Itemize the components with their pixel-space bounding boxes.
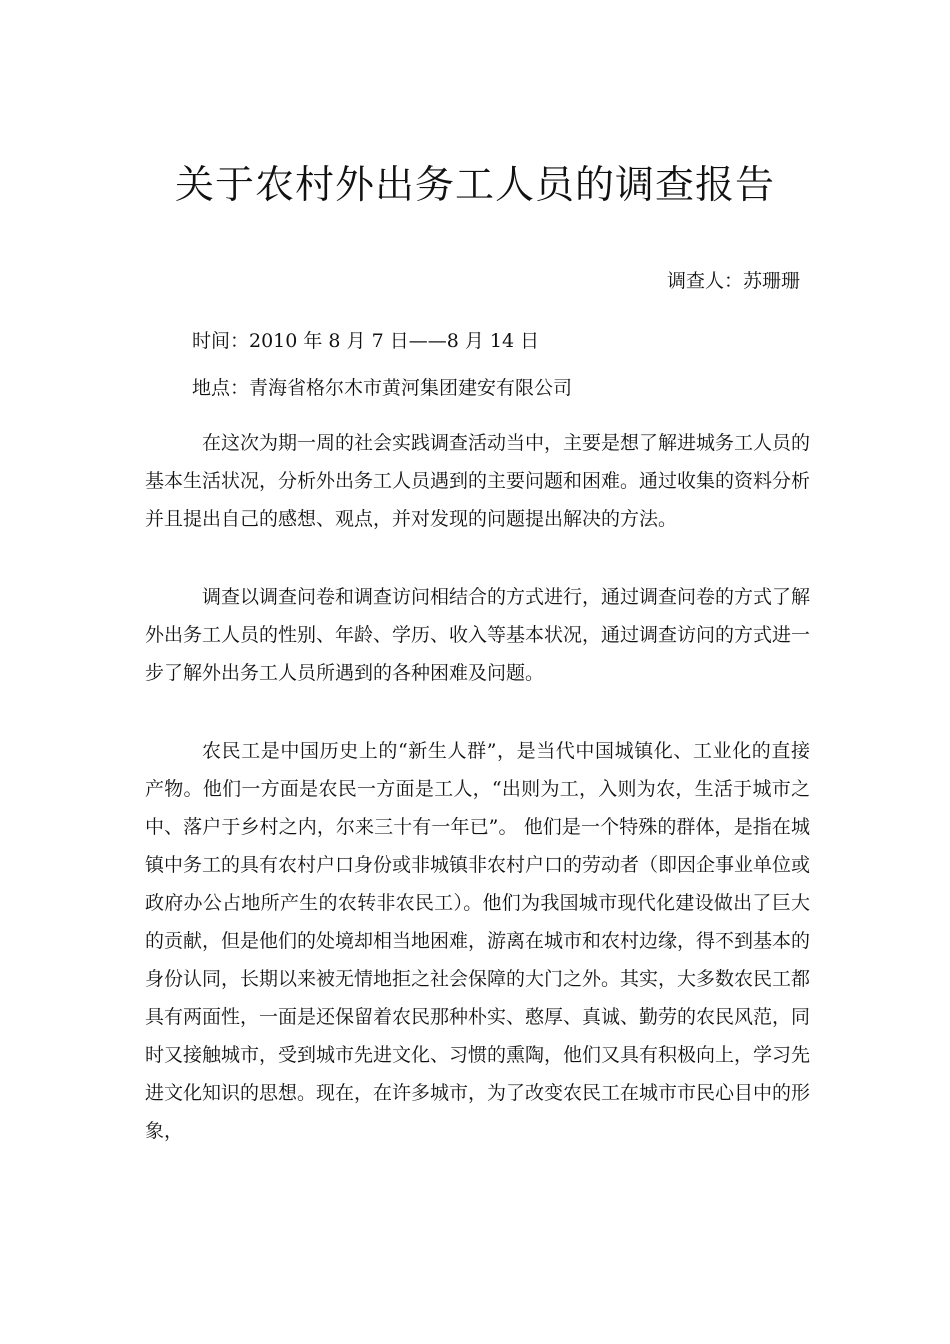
body-paragraph-1: 在这次为期一周的社会实践调查活动当中，主要是想了解进城务工人员的基本生活状况，分析外出务工人员遇到的主要问题和困难。通过收集的资料分析并且提出自己的感想、观点，并对发现的问题提出解决的方法。 (145, 432, 811, 530)
survey-place: 地点：青海省格尔木市黄河集团建安有限公司 (192, 377, 573, 399)
body-paragraph-2: 调查以调查问卷和调查访问相结合的方式进行，通过调查问卷的方式了解外出务工人员的性别、年龄、学历、收入等基本状况，通过调查访问的方式进一步了解外出务工人员所遇到的各种困难及问题。 (145, 586, 811, 684)
body-paragraph-3: 农民工是中国历史上的“新生人群”，是当代中国城镇化、工业化的直接产物。他们一方面是农民一方面是工人，“出则为工，入则为农，生活于城市之中、落户于乡村之内，尔来三十有一年已”。 他们是一个特殊的群体，是指在城镇中务工的具有农村户口身份或非城镇非农村户口的劳动者（即因企事业单位或政府办公占地所产生的农转非农民工）。他们为我国城市现代化建设做出了巨大的贡献，但是他们的处境却相当地困难，游离在城市和农村边缘，得不到基本的身份认同，长期以来被无情地拒之社会保障的大门之外。其实，大多数农民工都具有两面性，一面是还保留着农民那种朴实、憨厚、真诚、勤劳的农民风范，同时又接触城市，受到城市先进文化、习惯的熏陶，他们又具有积极向上，学习先进文化知识的思想。现在，在许多城市，为了改变农民工在城市市民心目中的形象， (145, 740, 811, 1142)
investigator-line: 调查人：苏珊珊 (666, 270, 800, 292)
survey-time: 时间：2010 年 8 月 7 日——8 月 14 日 (192, 330, 540, 352)
report-title: 关于农村外出务工人员的调查报告 (174, 163, 775, 208)
